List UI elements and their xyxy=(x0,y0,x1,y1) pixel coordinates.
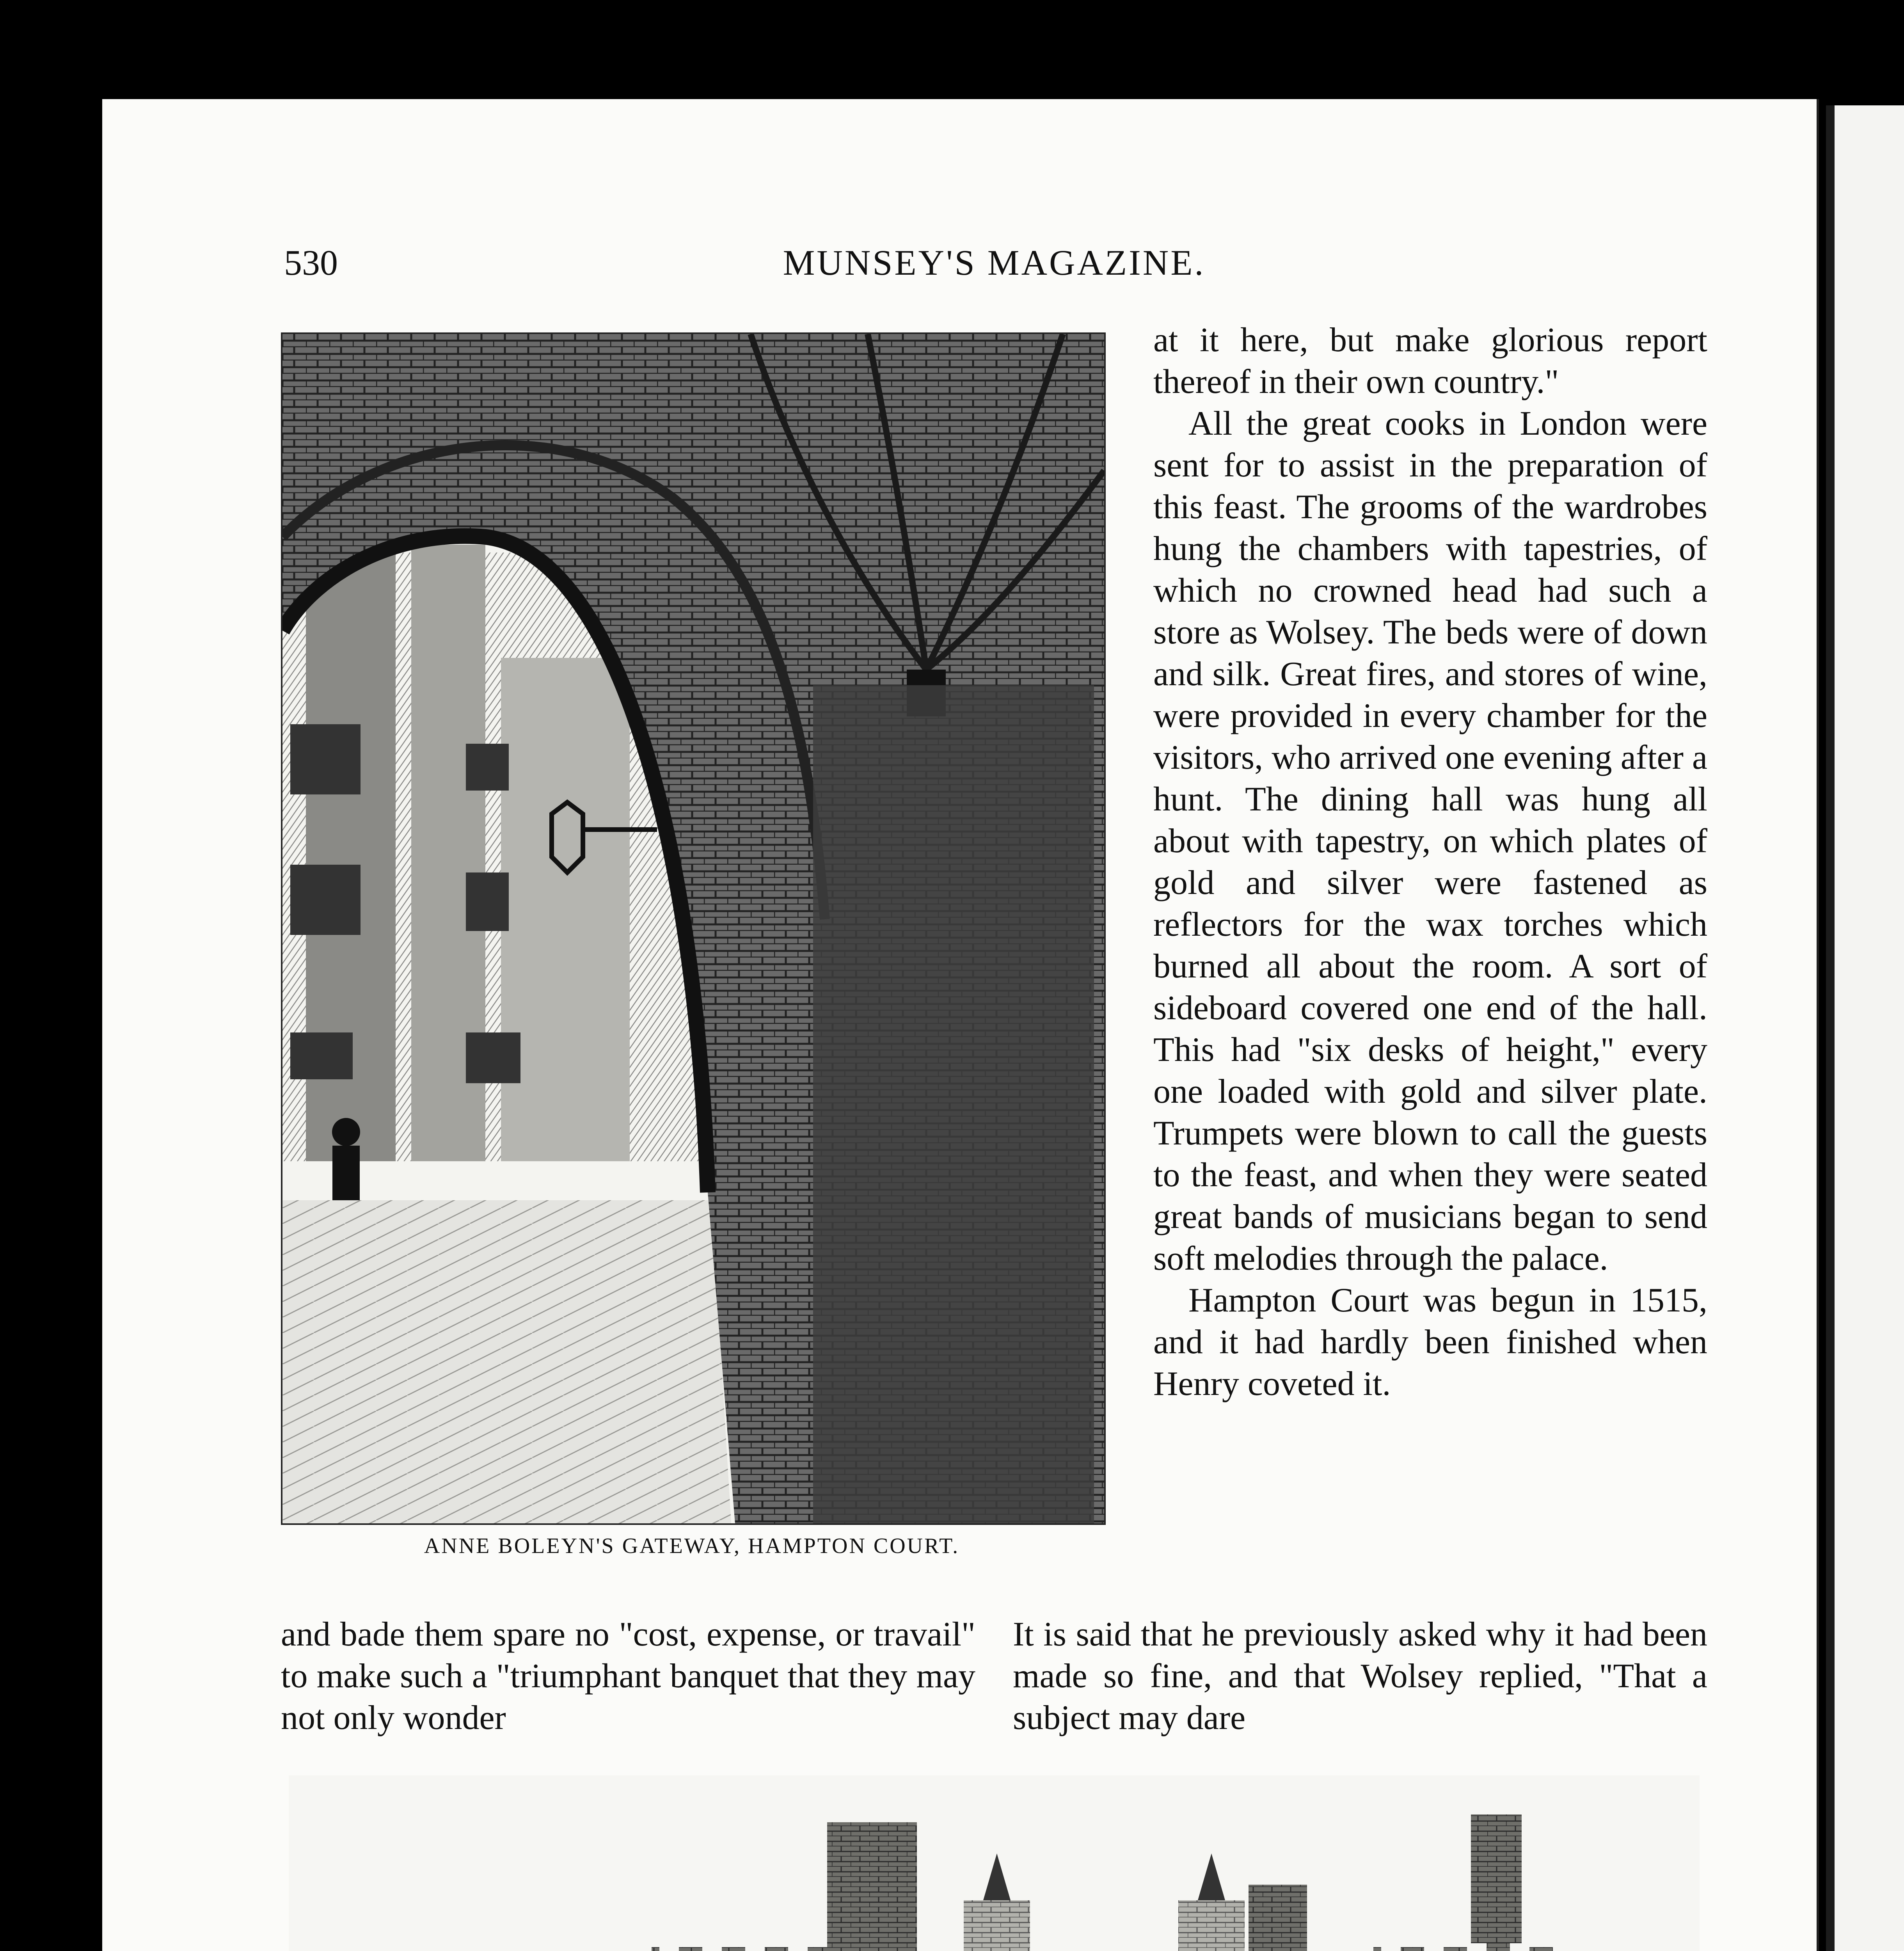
page-number: 530 xyxy=(284,243,338,283)
right-column-bottom-text: It is said that he previously asked why it had been made so fine, and that Wolsey replied, "That a subject may dare xyxy=(1013,1615,1707,1737)
running-head: MUNSEY'S MAGAZINE. xyxy=(783,243,1206,283)
paragraph: Hampton Court was begun in 1515, and it had hardly been finished when Henry coveted it. xyxy=(1153,1281,1707,1403)
gateway-illustration xyxy=(281,332,1106,1525)
facing-page-edge xyxy=(1826,105,1904,1951)
gate-house-engraving-graphic xyxy=(289,1775,1700,1951)
gateway-caption: ANNE BOLEYN'S GATEWAY, HAMPTON COURT. xyxy=(424,1534,960,1558)
gate-house-illustration xyxy=(289,1775,1700,1951)
right-column-text xyxy=(1153,319,1707,1405)
paragraph: All the great cooks in London were sent for to assist in the preparation of this feast. The grooms of the wardrobes hung the chambers with tapestries, of which no crowned head had such a store as Wolsey. The beds were of down and silk. Great fires, and stores of wine, were provided in every chamber for the visitors, who arrived one evening after a hunt. The dining hall was hung all about with tapestry, on which plates of gold and silver were fastened as reflectors for the wax torches which burned all about the room. A sort of sideboard covered one end of the hall. This had "six desks of height," every one loaded with gold and silver plate. Trumpets were blown to call the guests to the feast, and when they were seated great bands of musicians began to send soft melodies through the palace. xyxy=(1153,405,1707,1278)
paragraph: at it here, but make glorious report thereof in their own country." xyxy=(1153,321,1707,401)
page-header xyxy=(284,242,1704,289)
gateway-engraving-graphic xyxy=(282,334,1104,1523)
left-column-bottom-text: and bade them spare no "cost, expense, or travail" to make such a "triumphant banquet that they may not only wonder xyxy=(281,1615,975,1737)
